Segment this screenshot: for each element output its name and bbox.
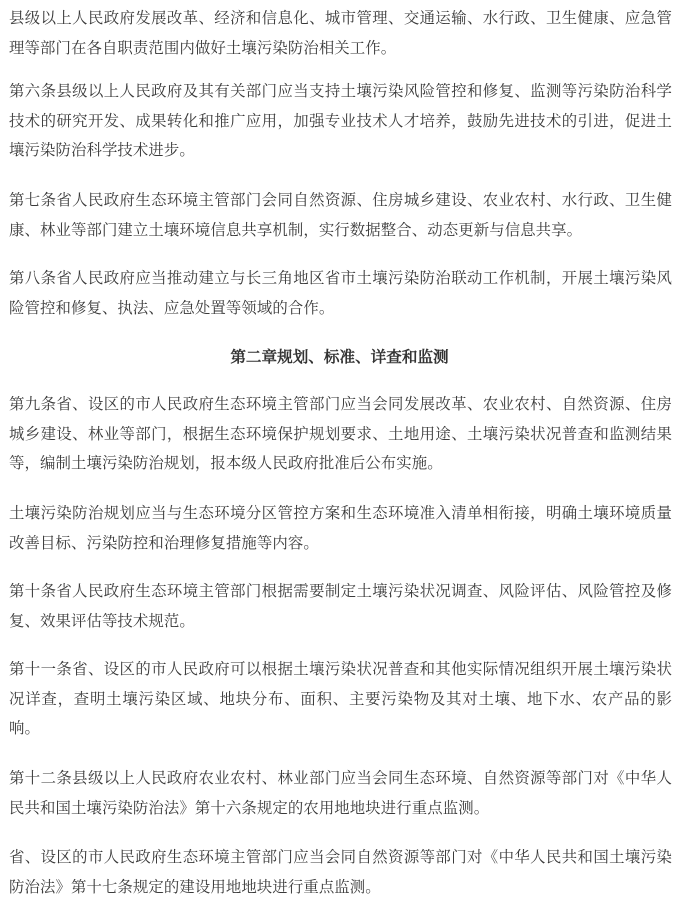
- paragraph-article-12: 第十二条县级以上人民政府农业农村、林业部门应当会同生态环境、自然资源等部门对《中华人民共和国土壤污染防治法》第十六条规定的农用地地块进行重点监测。: [9, 769, 672, 817]
- paragraph-intro: 县级以上人民政府发展改革、经济和信息化、城市管理、交通运输、水行政、卫生健康、应急管理等部门在各自职责范围内做好土壤污染防治相关工作。: [9, 9, 672, 57]
- paragraph-planning: 土壤污染防治规划应当与生态环境分区管控方案和生态环境准入清单相衔接，明确土壤环境质量改善目标、污染防控和治理修复措施等内容。: [9, 504, 672, 552]
- chapter-heading: 第二章规划、标准、详查和监测: [230, 348, 449, 366]
- paragraph-article-7: 第七条省人民政府生态环境主管部门会同自然资源、住房城乡建设、农业农村、水行政、卫生健康、林业等部门建立土壤环境信息共享机制，实行数据整合、动态更新与信息共享。: [9, 191, 672, 239]
- paragraph-article-12-cont: 省、设区的市人民政府生态环境主管部门应当会同自然资源等部门对《中华人民共和国土壤污染防治法》第十七条规定的建设用地地块进行重点监测。: [9, 848, 672, 896]
- paragraph-article-9: 第九条省、设区的市人民政府生态环境主管部门应当会同发展改革、农业农村、自然资源、住房城乡建设、林业等部门，根据生态环境保护规划要求、土地用途、土壤污染状况普查和监测结果等，编制土壤污染防治规划，报本级人民政府批准后公布实施。: [9, 395, 672, 472]
- paragraph-article-10: 第十条省人民政府生态环境主管部门根据需要制定土壤污染状况调查、风险评估、风险管控及修复、效果评估等技术规范。: [9, 582, 672, 630]
- paragraph-article-11: 第十一条省、设区的市人民政府可以根据土壤污染状况普查和其他实际情况组织开展土壤污染状况详查，查明土壤污染区域、地块分布、面积、主要污染物及其对土壤、地下水、农产品的影响。: [9, 660, 672, 737]
- paragraph-article-6: 第六条县级以上人民政府及其有关部门应当支持土壤污染风险管控和修复、监测等污染防治科学技术的研究开发、成果转化和推广应用，加强专业技术人才培养，鼓励先进技术的引进，促进土壤污染防治科学技术进步。: [9, 82, 672, 159]
- paragraph-article-8: 第八条省人民政府应当推动建立与长三角地区省市土壤污染防治联动工作机制，开展土壤污染风险管控和修复、执法、应急处置等领域的合作。: [9, 269, 672, 317]
